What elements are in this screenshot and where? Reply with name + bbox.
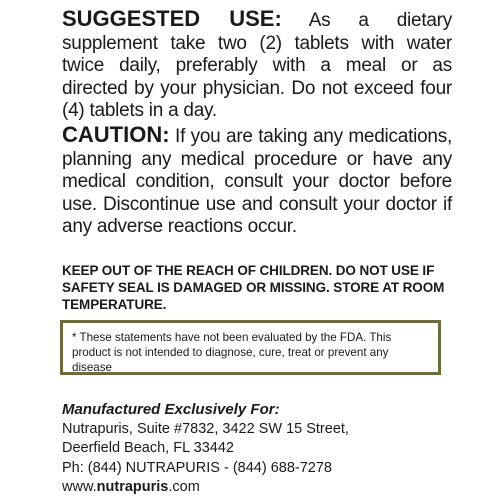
caution-label: CAUTION: xyxy=(62,122,170,147)
fda-disclaimer-text: * These statements have not been evaluated by the FDA. This product is not intended to diagnose, cure, treat or prevent any disease xyxy=(72,331,392,374)
manufacturer-address-line1: Nutrapuris, Suite #7832, 3422 SW 15 Street, xyxy=(62,420,349,437)
suggested-use-paragraph xyxy=(62,8,452,123)
website-suffix: .com xyxy=(168,479,200,495)
caution-paragraph xyxy=(62,124,452,239)
manufacturer-info xyxy=(62,400,452,498)
suggested-use-label: SUGGESTED USE: xyxy=(62,6,282,31)
manufacturer-phone: Ph: (844) NUTRAPURIS - (844) 688-7278 xyxy=(62,459,332,476)
manufacturer-title: Manufactured Exclusively For: xyxy=(62,401,280,418)
website-domain: nutrapuris xyxy=(96,479,169,495)
manufacturer-website[interactable] xyxy=(62,478,452,498)
suggested-use-text: As a dietary supplement take two (2) tablets with water twice daily, preferably with a meal or as directed by your physician. Do not exceed four (4) tablets in a day. xyxy=(62,10,452,121)
manufacturer-address-line2: Deerfield Beach, FL 33442 xyxy=(62,440,234,456)
caution-text: If you are taking any medications, planning any medical procedure or have any medical condition, consult your doctor before use. Discontinue use and consult your doctor if any adverse reactions occur. xyxy=(62,126,452,237)
storage-warning: KEEP OUT OF THE REACH OF CHILDREN. DO NOT USE IF SAFETY SEAL IS DAMAGED OR MISSING. STORE AT ROOM TEMPERATURE. xyxy=(62,263,445,312)
website-prefix: www. xyxy=(62,479,97,495)
fda-disclaimer-box xyxy=(60,320,441,375)
